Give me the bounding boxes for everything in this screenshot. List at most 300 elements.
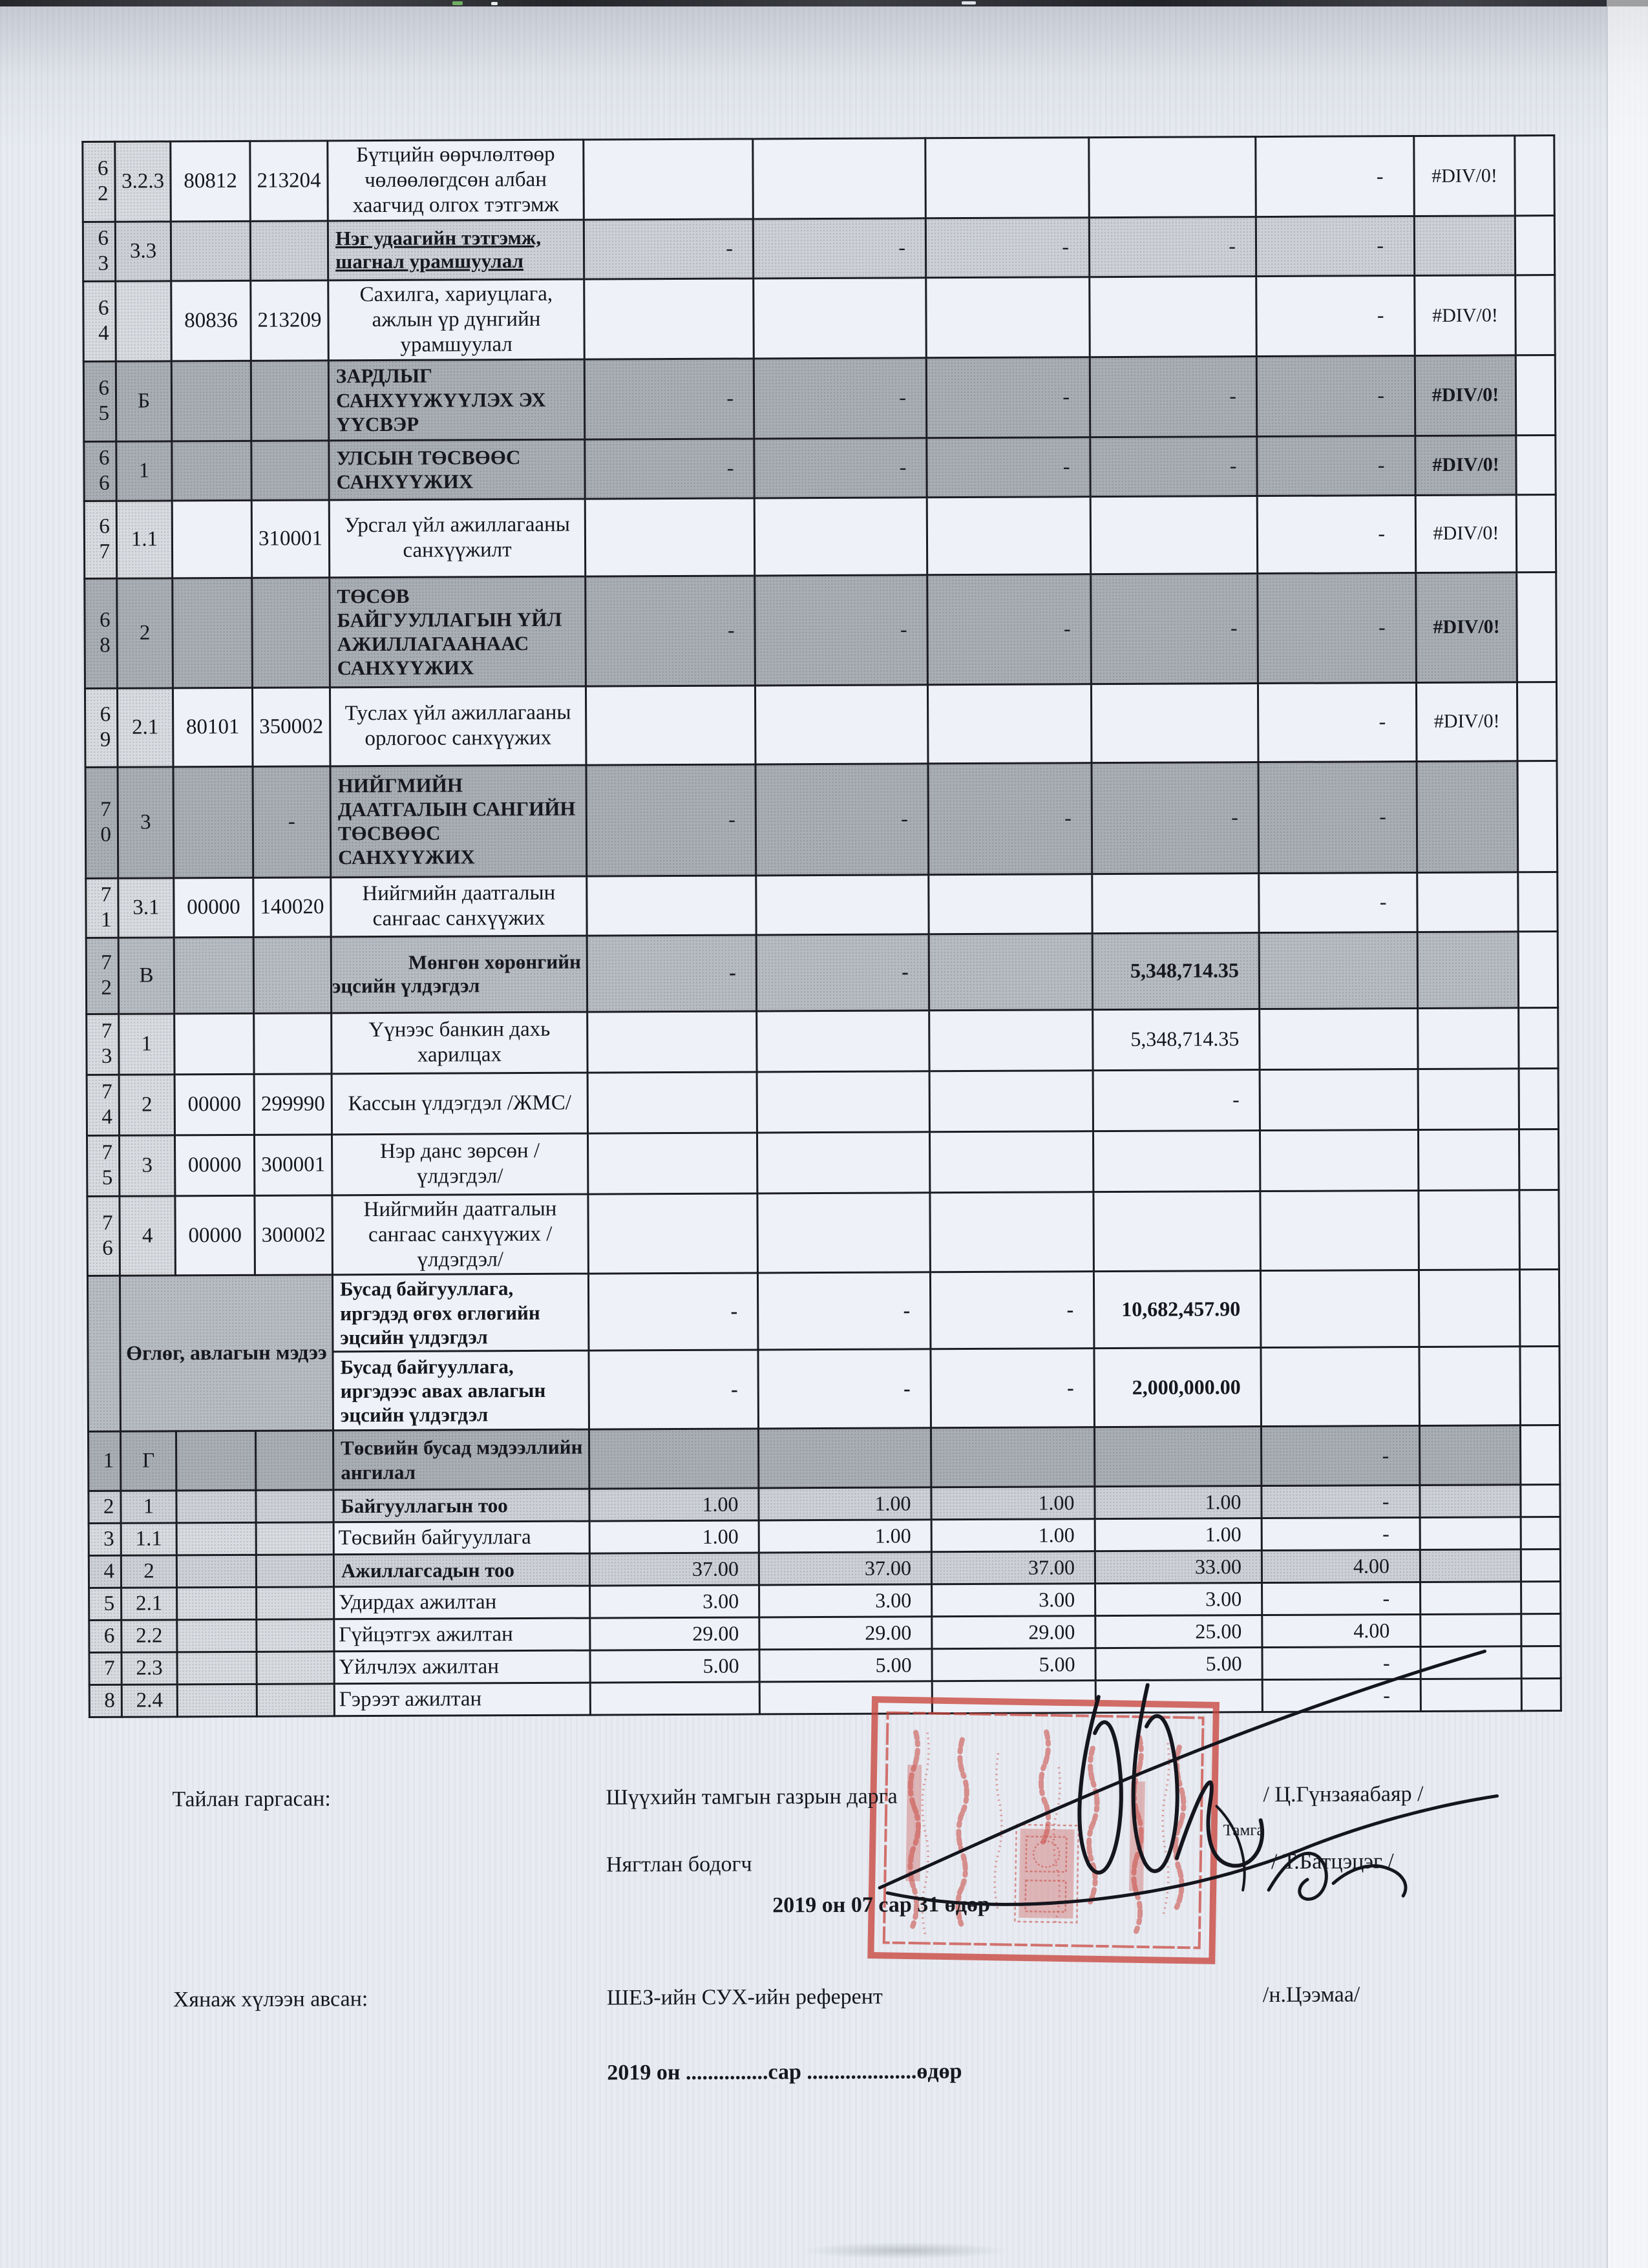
cell-index-code: 1 [116,441,172,501]
table-row [85,572,1557,688]
cell-value-1 [587,1011,757,1073]
cell-div-error: #DIV/0! [1416,572,1517,682]
cell-value-2: 3.00 [759,1584,932,1617]
cell-value-1 [590,1682,759,1715]
cell-value-4 [1089,137,1256,218]
cell-account-code: 300002 [255,1195,333,1275]
cell-value-5: - [1262,1646,1421,1679]
cell-item-name: Үйлчлэх ажилтан [334,1650,590,1684]
cell-item-name: Гүйцэтгэх ажилтан [334,1618,590,1652]
footer-referent-name: /н.Цээмаа/ [1262,1982,1360,2008]
cell-value-3: - [927,437,1090,497]
cell-value-5: - [1262,1679,1421,1712]
cell-div-error [1419,1425,1520,1486]
cell-value-1 [588,1193,758,1274]
cell-row-number: 68 [85,578,118,688]
cell-row-number: 76 [87,1196,120,1276]
cell-item-name: Бусад байгууллага, иргэдэд өгөх өглөгийн эцсийн үлдэгдэл [332,1274,589,1352]
cell-value-4 [1092,873,1259,933]
cell-row-number: 2 [89,1491,121,1523]
cell-agency-code [176,1490,256,1523]
cell-index-code: 2 [117,578,173,688]
cell-value-4: 3.00 [1095,1583,1262,1616]
cell-item-name: Төсвийн байгууллага [333,1521,589,1555]
cell-value-4 [1093,1191,1261,1272]
cell-value-3: 1.00 [931,1519,1095,1552]
table-row [87,1007,1558,1075]
cell-index-code: 3.1 [118,878,174,938]
cell-end-spacer [1521,1549,1560,1582]
cell-index-code: 2 [119,1075,174,1135]
cell-account-code [256,1490,333,1523]
cell-value-3: 5.00 [932,1648,1095,1681]
cell-value-4: - [1090,356,1257,437]
cell-value-1: - [588,1273,758,1350]
cell-value-3 [929,1131,1093,1192]
oglog-merged-label: Өглөг, авлагын мэдээ [120,1275,333,1431]
cell-end-spacer [1521,1614,1561,1646]
cell-end-spacer [1519,1129,1558,1190]
table-row [83,275,1556,361]
cell-agency-code [174,937,254,1014]
cell-value-3 [929,1070,1093,1131]
cell-item-name: Нийгмийн даатгалын сангаас санхүүжих [331,876,587,937]
cell-agency-code: 00000 [174,1135,254,1196]
cell-row-number: 62 [83,142,116,222]
footer-referent-title: ШЕЗ-ийн СУХ-ийн референт [606,1984,883,2010]
cell-value-2 [757,1131,929,1193]
cell-agency-code [177,1652,257,1685]
cell-value-1: - [587,935,757,1012]
cell-value-4: - [1092,762,1259,874]
cell-end-spacer [1520,1347,1560,1425]
cell-end-spacer [1517,682,1557,761]
cell-end-spacer [1516,435,1556,494]
cell-value-2: - [754,357,927,438]
cell-div-error: #DIV/0! [1414,136,1516,216]
cell-value-5: 4.00 [1262,1549,1420,1582]
cell-value-1: 1.00 [589,1520,759,1553]
cell-value-4: 2,000,000.00 [1094,1348,1262,1427]
cell-value-2 [758,1428,931,1488]
cell-value-2: - [753,218,925,278]
cell-value-5: 4.00 [1262,1614,1421,1647]
cell-agency-code [177,1619,257,1652]
cell-item-name: Үүнээс банкин дахь харилцах [332,1012,587,1074]
cell-agency-code: 80101 [173,688,253,767]
cell-value-3: 29.00 [932,1616,1095,1649]
cell-row-number: 65 [83,361,116,441]
cell-agency-code [173,578,253,688]
cell-row-number: 7 [89,1652,121,1685]
cell-row-number: 73 [87,1014,119,1075]
cell-value-1 [584,139,754,220]
cell-row-number: 66 [84,441,116,501]
cell-account-code [250,221,328,281]
cell-value-2 [754,497,927,575]
cell-value-1: - [586,576,755,686]
cell-value-2 [756,874,929,934]
cell-index-code: 2.1 [117,688,173,767]
cell-row-number: 4 [89,1555,121,1588]
cell-item-name: Туслах үйл ажиллагааны орлогоос санхүүжих [330,686,586,766]
cell-row-number: 74 [87,1075,119,1135]
cell-value-5: - [1262,1485,1420,1518]
cell-account-code: 140020 [253,877,331,937]
cell-end-spacer [1519,1007,1558,1068]
cell-account-code: 213209 [251,280,329,361]
cell-account-code: - [253,766,331,877]
cell-item-name: Нийгмийн даатгалын сангаас санхүүжих /үлдэгдэл/ [332,1194,589,1276]
cell-div-error [1418,1129,1519,1190]
cell-value-3 [927,684,1092,763]
footer-prepared-label: Тайлан гаргасан: [172,1787,331,1812]
cell-value-2: 1.00 [759,1520,931,1553]
cell-end-spacer [1521,1646,1561,1679]
cell-value-1 [587,1133,757,1194]
cell-value-5 [1260,1129,1418,1191]
cell-row-number: 67 [84,501,117,578]
cell-item-name: Мөнгөн хөрөнгийн эцсийн үлдэгдэл [331,936,587,1013]
cell-value-1: 1.00 [589,1488,759,1521]
cell-index-code: 3.2.3 [115,142,171,222]
cell-value-1 [586,686,755,765]
cell-account-code [254,1013,332,1074]
cell-account-code [253,936,332,1013]
cell-value-2: - [758,1349,931,1429]
cell-value-3: 1.00 [931,1487,1095,1520]
cell-value-1: - [585,439,754,499]
cell-value-4: 33.00 [1095,1551,1262,1584]
cell-value-2 [757,1192,931,1273]
cell-end-spacer [1521,1679,1561,1711]
table-row [84,494,1556,578]
cell-value-4: 1.00 [1095,1486,1262,1519]
cell-div-error: #DIV/0! [1415,435,1516,495]
cell-item-name: Ажиллагсадын тоо [333,1553,589,1587]
cell-value-4: 1.00 [1095,1518,1262,1551]
cell-agency-code [172,500,252,578]
cell-value-1 [589,1429,758,1489]
cell-value-1: - [584,359,754,439]
cell-value-2 [753,138,926,219]
cell-value-1: - [589,1350,759,1429]
cell-end-spacer [1517,761,1558,872]
cell-value-5: - [1256,136,1415,217]
footer-blank-date-line: 2019 он ...............сар ....................өдөр [607,2059,962,2085]
cell-index-code: 2.4 [121,1685,177,1717]
cell-value-4: 5,348,714.35 [1092,932,1260,1009]
table-row [85,682,1557,767]
cell-value-3: - [930,1272,1094,1349]
cell-end-spacer [1519,1270,1559,1347]
cell-value-5: - [1261,1425,1419,1486]
cell-end-spacer [1521,1582,1561,1614]
cell-agency-code: 00000 [174,877,253,938]
cell-index-code: 3.3 [115,222,171,281]
cell-value-2: 5.00 [759,1649,932,1682]
cell-end-spacer [1517,572,1557,682]
cell-value-1 [584,278,754,359]
cell-row-number: 71 [86,878,118,938]
cell-item-name: Бусад байгууллага, иргэдээс авах авлагын эцсийн үлдэгдэл [333,1350,589,1431]
cell-agency-code: 00000 [175,1195,255,1276]
table-row [83,136,1555,222]
cell-value-2: 29.00 [759,1617,932,1650]
cell-value-4: - [1089,216,1256,277]
cell-account-code: 350002 [252,687,330,766]
cell-value-3 [925,138,1090,218]
cell-item-name: ЗАРДЛЫГ САНХҮҮЖҮҮЛЭХ ЭХ ҮҮСВЭР [328,359,585,441]
cell-agency-code [177,1587,257,1620]
cell-account-code [252,577,330,688]
cell-value-5: - [1258,572,1417,683]
cell-item-name: Урсгал үйл ажиллагааны санхүүжилт [329,499,586,578]
cell-value-1 [585,498,755,576]
report-table [81,134,1562,1718]
cell-value-4: - [1093,1069,1260,1131]
footer-date-line: 2019 он 07 сар 31 өдөр [772,1892,990,1918]
cell-value-4 [1090,276,1257,357]
cell-value-5: - [1257,436,1415,496]
cell-agency-code [172,441,251,501]
cell-value-1: - [584,219,753,279]
cell-value-3 [926,277,1090,358]
cell-agency-code: 00000 [174,1074,254,1135]
cell-account-code [257,1652,334,1685]
cell-index-code: 4 [120,1196,176,1276]
cell-agency-code [174,1013,254,1075]
table-row [83,215,1554,281]
cell-agency-code [171,361,251,441]
cell-row-number: 8 [89,1685,121,1717]
cell-value-5: - [1257,495,1416,573]
cell-value-5 [1260,1270,1419,1348]
cell-item-name: Бүтцийн өөрчлөлтөөр чөлөөлөгдсөн албан хаагчид олгох тэтгэмж [328,140,584,221]
cell-value-2: - [756,934,929,1011]
cell-account-code: 299990 [254,1073,332,1135]
cell-value-2: 37.00 [759,1552,931,1585]
cell-account-code [257,1619,334,1652]
cell-value-5: - [1262,1582,1421,1615]
cell-index-code: 1.1 [121,1523,176,1555]
cell-end-spacer [1515,215,1554,275]
cell-index-code: 2.3 [121,1652,177,1685]
cell-value-1 [587,876,756,936]
cell-end-spacer [1516,355,1556,435]
cell-end-spacer [1518,872,1558,931]
cell-div-error [1419,1347,1521,1426]
cell-div-error [1420,1549,1521,1582]
cell-value-5: - [1256,216,1414,276]
cell-value-2: - [757,1272,931,1350]
cell-index-code: 3 [118,767,174,878]
footer-director-name: / Ц.Гүнзаяабаяр / [1263,1781,1424,1807]
cell-account-code: 213204 [250,141,328,221]
cell-value-2 [757,1010,929,1071]
footer-accountant-name: / Т.Батцэцэг / [1271,1849,1394,1874]
cell-index-code: Г [120,1431,176,1491]
cell-row-number: 3 [89,1523,121,1555]
table-row [87,1270,1559,1352]
cell-row-number: 6 [89,1620,121,1652]
cell-index-code: 1 [119,1014,174,1075]
cell-index-code: Б [116,361,172,441]
footer-reviewed-label: Хянаж хүлээн авсан: [173,1987,368,2012]
cell-div-error: #DIV/0! [1415,494,1517,572]
cell-value-3: - [927,574,1092,684]
stamp-label: Тамга [1223,1822,1264,1840]
cell-value-1: - [586,764,756,876]
cell-row-number: 1 [88,1431,120,1491]
signature-ink [821,1611,1521,1937]
cell-value-1: 37.00 [589,1553,759,1586]
cell-account-code: 300001 [254,1134,332,1195]
table-row [87,1068,1558,1135]
cell-value-1: 5.00 [590,1650,759,1683]
cell-value-1: 29.00 [590,1617,759,1650]
cell-end-spacer [1516,275,1556,355]
cell-value-1: 3.00 [590,1585,759,1618]
cell-end-spacer [1519,1068,1558,1129]
cell-value-4: - [1090,436,1257,496]
cell-value-3 [931,1427,1094,1487]
cell-value-5 [1260,1008,1418,1069]
cell-div-error [1420,1517,1521,1550]
cell-value-5 [1259,932,1418,1009]
table-row [88,1425,1559,1491]
cell-value-5: - [1262,1517,1420,1550]
cell-account-code [255,1431,333,1491]
cell-end-spacer [1520,1425,1559,1485]
cell-item-name: УЛСЫН ТӨСВӨӨС САНХҮҮЖИХ [329,439,585,500]
cell-item-name: Сахилга, хариуцлага, ажлын үр дүнгийн урамшуулал [328,279,585,361]
cell-index-code: 1.1 [116,501,173,578]
cell-value-4 [1094,1427,1261,1487]
cell-div-error [1417,761,1518,872]
cell-row-number: 75 [87,1135,119,1196]
cell-agency-code [176,1522,256,1555]
cell-value-1 [587,1072,757,1133]
cell-index-code [116,281,172,361]
cell-div-error: #DIV/0! [1416,682,1517,761]
cell-value-3 [927,496,1091,574]
cell-value-2: 1.00 [759,1487,931,1520]
cell-account-code: 310001 [251,499,330,578]
cell-account-code [251,440,329,500]
cell-div-error [1421,1582,1521,1615]
cell-end-spacer [1521,1485,1560,1517]
cell-row-number: 64 [83,281,116,361]
cell-row-number: 5 [89,1588,121,1620]
cell-row-number: 69 [85,688,118,767]
cell-value-2: - [755,574,928,685]
cell-div-error [1417,872,1518,932]
cell-agency-code [176,1431,255,1491]
cell-value-5: - [1258,761,1417,873]
cell-value-5: - [1256,275,1415,356]
cell-item-name: Гэрээт ажилтан [334,1683,590,1716]
cell-value-4: 5.00 [1095,1648,1262,1681]
cell-value-3: 37.00 [931,1551,1095,1584]
cell-item-name: Байгууллагын тоо [333,1489,589,1522]
cell-div-error: #DIV/0! [1415,355,1516,436]
table-row [83,355,1556,441]
cell-div-error [1417,931,1519,1008]
cell-value-3 [929,874,1092,934]
table-row [84,435,1556,501]
cell-value-4 [1091,683,1258,762]
cell-value-2 [755,684,928,764]
cell-value-2 [754,278,927,359]
cell-value-3: - [928,762,1092,874]
cell-item-name: Нэг удаагийн тэтгэмж, шагнал урамшуулал [328,220,584,280]
cell-index-code: 1 [121,1491,176,1523]
cell-row-number: 70 [85,767,118,878]
cell-value-3: - [926,357,1090,437]
cell-value-5 [1260,1190,1419,1271]
cell-row-number: 63 [83,222,115,281]
cell-row-number: 72 [86,938,119,1014]
cell-value-3 [929,933,1093,1010]
cell-index-code: 2 [121,1555,176,1588]
table-row [85,761,1558,878]
cell-row-number [87,1276,120,1432]
cell-div-error [1414,216,1515,276]
cell-account-code [256,1522,333,1555]
cell-div-error [1420,1485,1521,1518]
cell-agency-code [176,1555,256,1588]
cell-index-code: В [118,938,174,1014]
cell-value-5 [1260,1069,1418,1130]
cell-value-2 [757,1071,929,1132]
cell-div-error [1418,1007,1519,1069]
cell-value-3: - [925,218,1089,278]
cell-end-spacer [1521,1517,1560,1549]
table-row [86,931,1558,1014]
cell-value-5: - [1256,355,1415,436]
cell-div-error [1419,1190,1520,1270]
cell-div-error: #DIV/0! [1415,275,1516,355]
cell-item-name: Удирдах ажилтан [334,1586,590,1619]
cell-end-spacer [1518,931,1558,1007]
cell-account-code [257,1587,334,1620]
cell-item-name: НИЙГМИЙН ДААТГАЛЫН САНГИЙН ТӨСВӨӨС САНХҮҮЖИХ [330,765,587,877]
table-row [87,1129,1558,1196]
cell-account-code [251,360,329,441]
cell-item-name: ТӨСӨВ БАЙГУУЛЛАГЫН ҮЙЛ АЖИЛЛАГААНААС САНХҮҮЖИХ [330,576,586,688]
cell-value-2: - [754,437,927,498]
cell-value-4: - [1091,573,1258,684]
cell-value-5: - [1258,682,1417,762]
cell-index-code: 2.2 [121,1620,177,1652]
cell-div-error [1419,1270,1520,1347]
cell-value-3 [930,1192,1094,1272]
cell-end-spacer [1516,494,1556,572]
cell-item-name: Нэр данс зөрсөн /үлдэгдэл/ [332,1133,587,1195]
cell-item-name: Төсвийн бусад мэдээллийн ангилал [333,1429,589,1490]
footer-director-title: Шүүхийн тамгын газрын дарга [606,1784,898,1810]
cell-value-2: - [755,763,929,875]
cell-end-spacer [1515,136,1555,216]
cell-value-5 [1261,1347,1420,1426]
footer-accountant-title: Нягтлан бодогч [606,1852,752,1877]
cell-div-error [1418,1068,1519,1129]
cell-item-name: Кассын үлдэгдэл /ЖМС/ [332,1073,587,1135]
cell-index-code: 3 [119,1135,174,1196]
cell-index-code: 2.1 [121,1588,177,1620]
table-row [86,872,1558,938]
